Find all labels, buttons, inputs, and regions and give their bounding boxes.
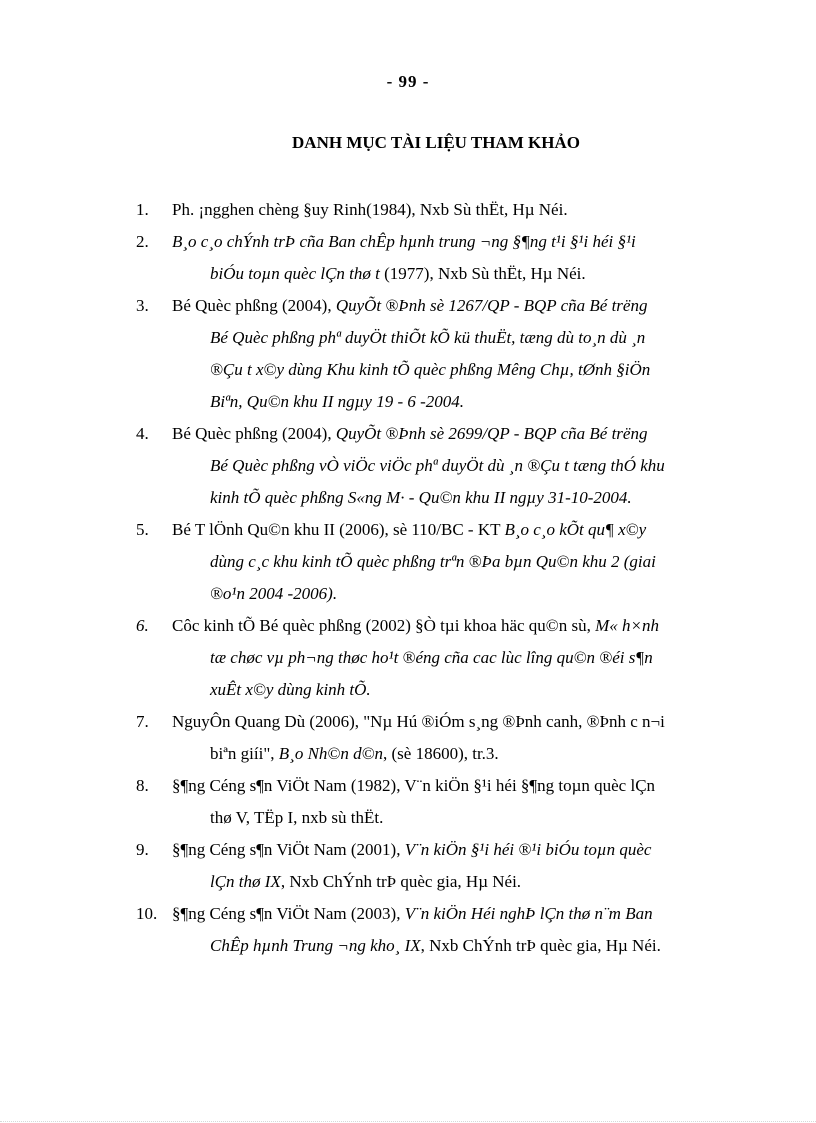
reference-title-segment: B¸o c¸o kÕt qu¶ x©y (504, 520, 647, 539)
reference-line (210, 258, 586, 290)
reference-number: 1. (136, 200, 149, 219)
reference-segment: §¶ng Céng s¶n ViÖt Nam (1982), V¨n kiÖn §¹i héi §¶ng toµn quèc lÇn (172, 776, 656, 795)
reference-segment: Bé Quèc phßng (2004), (172, 424, 336, 443)
reference-segment: Bé Quèc phßng (2004), (172, 296, 336, 315)
reference-line (172, 514, 646, 546)
reference-segment: biªn giíi", (210, 744, 279, 763)
reference-line (172, 290, 647, 322)
reference-title-segment: Bé Quèc phßng vÒ viÖc viÖc phª duyÖt dù ¸n ®Çu t tæng thÓ khu (210, 456, 665, 475)
reference-line (172, 770, 655, 802)
reference-number: 6. (136, 616, 149, 635)
page-bottom-divider (0, 1121, 816, 1122)
reference-segment: , Nxb ChÝnh trÞ quèc gia, Hµ Néi. (280, 872, 522, 891)
reference-number: 9. (136, 840, 149, 859)
reference-line (210, 642, 653, 674)
reference-number: 8. (136, 776, 149, 795)
reference-segment: Bé T lÖnh Qu©n khu II (2006), sè 110/BC - KT (172, 520, 505, 539)
reference-title-segment: dùng c¸c khu kinh tÕ quèc phßng trªn ®Þa bµn Qu©n khu 2 (giai (210, 552, 656, 571)
reference-line (172, 194, 568, 226)
reference-number: 5. (136, 520, 149, 539)
reference-line (172, 610, 659, 642)
reference-segment: §¶ng Céng s¶n ViÖt Nam (2001), (172, 840, 405, 859)
reference-segment: NguyÔn Quang Dù (2006), "Nµ Hú ®iÓm s¸ng ®Þnh canh, ®Þnh c n¬i (172, 712, 665, 731)
reference-title-segment: ®o¹n 2004 -2006). (210, 584, 338, 603)
reference-segment: , Nxb ChÝnh trÞ quèc gia, Hµ Néi. (420, 936, 661, 955)
reference-title-segment: QuyÕt ®Þnh sè 2699/QP - BQP cña Bé trëng (335, 424, 648, 443)
reference-number: 3. (136, 296, 149, 315)
reference-line (210, 802, 383, 834)
reference-segment: Ph. ¡ngghen chèng §uy Rinh(1984), Nxb Sù thËt, Hµ Néi. (172, 200, 568, 219)
reference-title-segment: QuyÕt ®Þnh sè 1267/QP - BQP cña Bé trëng (335, 296, 648, 315)
reference-line (172, 418, 647, 450)
reference-title-segment: xuÊt x©y dùng kinh tÕ. (210, 680, 371, 699)
reference-number: 4. (136, 424, 149, 443)
reference-line (172, 706, 665, 738)
reference-title-segment: Bé Quèc phßng phª duyÖt thiÕt kÕ kü thuËt, tæng dù to¸n dù ¸n (210, 328, 646, 347)
reference-title-segment: B¸o Nh©n d©n (278, 744, 383, 763)
reference-segment: §¶ng Céng s¶n ViÖt Nam (2003), (172, 904, 405, 923)
reference-line (210, 674, 371, 706)
reference-title-segment: M« h×nh (595, 616, 659, 635)
reference-title-segment: Biªn, Qu©n khu II ngµy 19 - 6 -2004. (210, 392, 465, 411)
reference-title-segment: biÓu toµn quèc lÇn thø t (210, 264, 385, 283)
reference-line (210, 738, 499, 770)
reference-line (172, 226, 636, 258)
reference-line (210, 578, 337, 610)
reference-number: 7. (136, 712, 149, 731)
reference-title-segment: B¸o c¸o chÝnh trÞ cña Ban chÊp hµnh trung ¬ng §¶ng t¹i §¹i héi §¹i (172, 232, 636, 251)
reference-line (210, 482, 632, 514)
reference-line (210, 386, 464, 418)
reference-title-segment: V¨n kiÖn §¹i héi ®¹i biÓu toµn quèc (404, 840, 652, 859)
reference-line (210, 450, 665, 482)
reference-line (172, 834, 651, 866)
reference-line (172, 898, 653, 930)
reference-line (210, 866, 521, 898)
reference-title-segment: ChÊp hµnh Trung ¬ng kho¸ IX (210, 936, 421, 955)
reference-segment: , (sè 18600), tr.3. (383, 744, 499, 763)
reference-line (210, 354, 650, 386)
reference-title-segment: kinh tÕ quèc phßng S«ng M· - Qu©n khu II ngµy 31-10-2004. (210, 488, 632, 507)
reference-segment: (1977), Nxb Sù thËt, Hµ Néi. (384, 264, 586, 283)
reference-number: 2. (136, 232, 149, 251)
reference-line (210, 546, 656, 578)
reference-title-segment: lÇn thø IX (210, 872, 281, 891)
reference-line (210, 322, 645, 354)
reference-segment: thø V, TËp I, nxb sù thËt. (210, 808, 384, 827)
page-title: DANH MỤC TÀI LIỆU THAM KHẢO (292, 133, 580, 152)
reference-segment: Côc kinh tÕ Bé quèc phßng (2002) §Ò tµi khoa häc qu©n sù, (172, 616, 596, 635)
reference-title-segment: ®Çu t x©y dùng Khu kinh tÕ quèc phßng Mêng Chµ, tØnh §iÖn (210, 360, 651, 379)
reference-title-segment: tæ chøc vµ ph¬ng thøc ho¹t ®éng cña cac lùc lîng qu©n ®éi s¶n (210, 648, 653, 667)
reference-number: 10. (136, 904, 158, 923)
page-number: - 99 - (386, 72, 430, 91)
reference-line (210, 930, 661, 962)
reference-title-segment: V¨n kiÖn Héi nghÞ lÇn thø n¨m Ban (404, 904, 653, 923)
